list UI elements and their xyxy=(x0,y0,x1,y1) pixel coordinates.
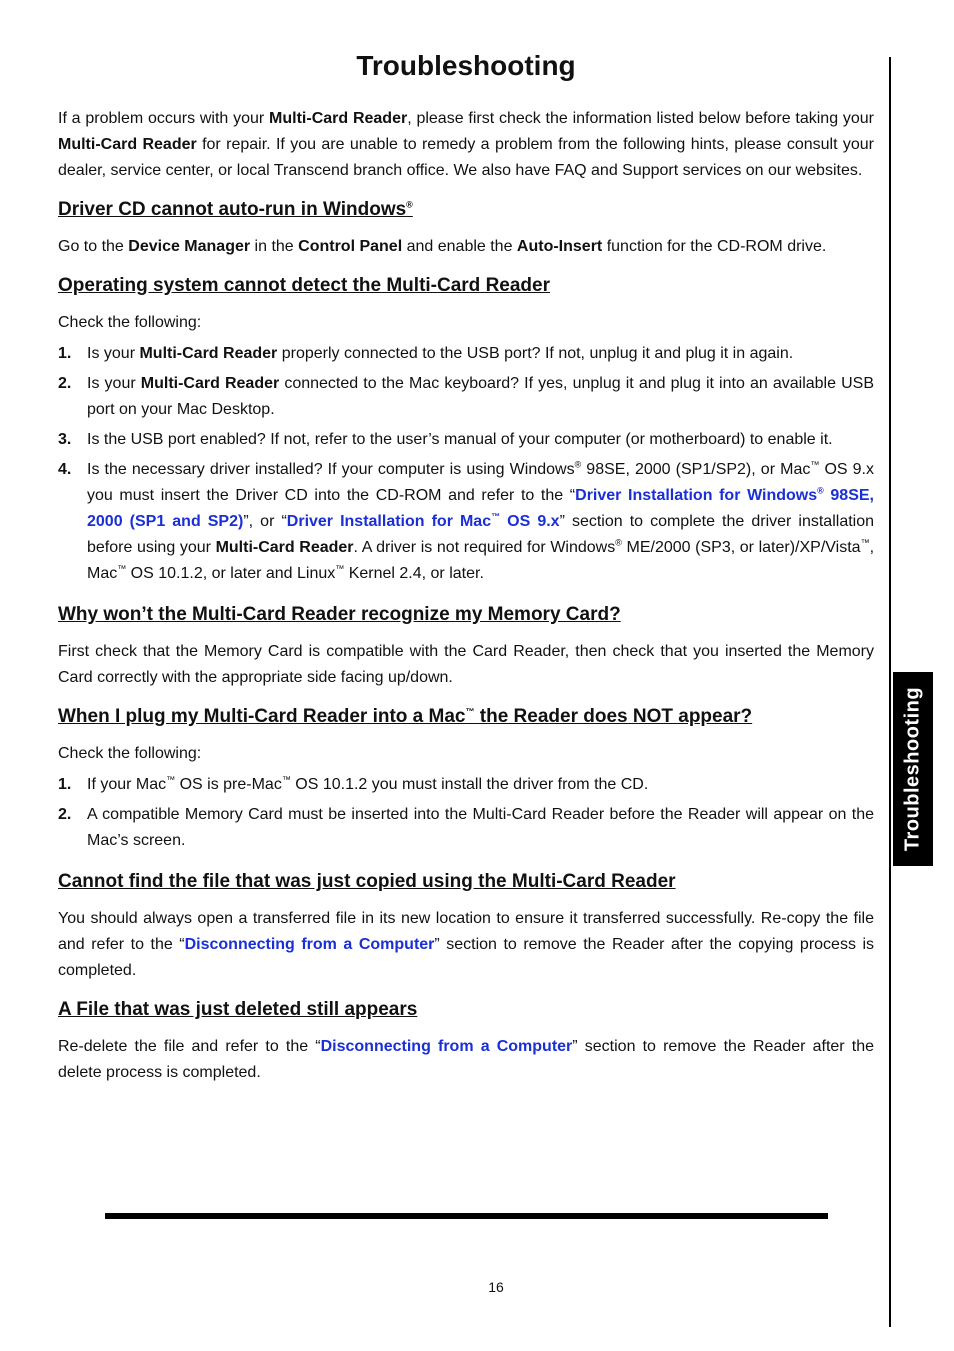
mac-reader-list xyxy=(58,772,874,854)
driver-installation-mac-link[interactable]: Driver Installation for Mac™ OS 9.x xyxy=(286,511,560,530)
os-detect-list xyxy=(58,341,874,587)
section-heading-mac-reader: When I plug my Multi-Card Reader into a Mac™ the Reader does NOT appear? xyxy=(58,706,753,727)
disconnecting-link[interactable]: Disconnecting from a Computer xyxy=(320,1038,573,1055)
content xyxy=(58,106,874,1086)
list-item: 3. Is the USB port enabled? If not, refer to the user’s manual of your computer (or motherboard) to enable it. xyxy=(58,431,833,448)
section-heading-memory-card: Why won’t the Multi-Card Reader recognize my Memory Card? xyxy=(58,604,621,625)
page-number: 16 xyxy=(488,1279,504,1295)
section-text-driver-cd: Go to the Device Manager in the Control Panel and enable the Auto-Insert function for the CD-ROM drive. xyxy=(58,238,827,255)
section-text-copied-file: You should always open a transferred file in its new location to ensure it transferred successfully. Re-copy the file and refer to the “Disconnecting from a Computer” section to remove the Reader after the copying process is completed. xyxy=(58,910,875,979)
list-item: 1. If your Mac™ OS is pre-Mac™ OS 10.1.2 you must install the driver from the CD. xyxy=(58,774,649,793)
list-item: 4. Is the necessary driver installed? If your computer is using Windows® 98SE, 2000 (SP1/SP2), or Mac™ OS 9.x you must insert the Driver CD into the CD-ROM and refer to the “Driver Installation for Windows® 98SE, 2000 (SP1 and SP2)”, or “Driver Installation for Mac™ OS 9.x” section to complete the driver installation before using your Multi-Card Reader. A driver is not required for Windows® ME/2000 (SP3, or later)/XP/Vista™, Mac™ OS 10.1.2, or later and Linux™ Kernel 2.4, or later. xyxy=(58,459,875,582)
section-heading-deleted-file: A File that was just deleted still appears xyxy=(58,999,418,1020)
list-item: 2. A compatible Memory Card must be inserted into the Multi-Card Reader before the Reader will appear on the Mac’s screen. xyxy=(58,806,874,849)
disconnecting-link[interactable]: Disconnecting from a Computer xyxy=(184,936,435,953)
margin-rule xyxy=(889,57,891,1327)
section-heading-os-detect: Operating system cannot detect the Multi-Card Reader xyxy=(58,275,550,296)
page-title: Troubleshooting xyxy=(356,50,576,81)
check-intro: Check the following: xyxy=(58,314,202,331)
list-item: 1. Is your Multi-Card Reader properly connected to the USB port? If not, unplug it and plug it in again. xyxy=(58,345,794,362)
section-heading-copied-file: Cannot find the file that was just copied using the Multi-Card Reader xyxy=(58,871,676,892)
side-tab xyxy=(893,672,933,866)
driver-installation-windows-link[interactable]: Driver Installation for Windows® 98SE, 2000 (SP1 and SP2) xyxy=(87,485,874,530)
check-intro: Check the following: xyxy=(58,745,202,762)
list-item: 2. Is your Multi-Card Reader connected to the Mac keyboard? If yes, unplug it and plug it into an available USB port on your Mac Desktop. xyxy=(58,375,874,418)
section-text-memory-card: First check that the Memory Card is compatible with the Card Reader, then check that you inserted the Memory Card correctly with the appropriate side facing up/down. xyxy=(58,643,874,686)
side-tab-label: Troubleshooting xyxy=(901,686,924,852)
section-heading-driver-cd: Driver CD cannot auto-run in Windows® xyxy=(58,199,413,220)
intro-paragraph: If a problem occurs with your Multi-Card Reader, please first check the information listed below before taking your Multi-Card Reader for repair. If you are unable to remedy a problem from the following hints, please consult your dealer, service center, or local Transcend branch office. We also have FAQ and Support services on our websites. xyxy=(58,110,875,179)
section-text-deleted-file: Re-delete the file and refer to the “Disconnecting from a Computer” section to remove the Reader after the delete process is completed. xyxy=(58,1038,875,1081)
bottom-rule xyxy=(105,1213,828,1219)
